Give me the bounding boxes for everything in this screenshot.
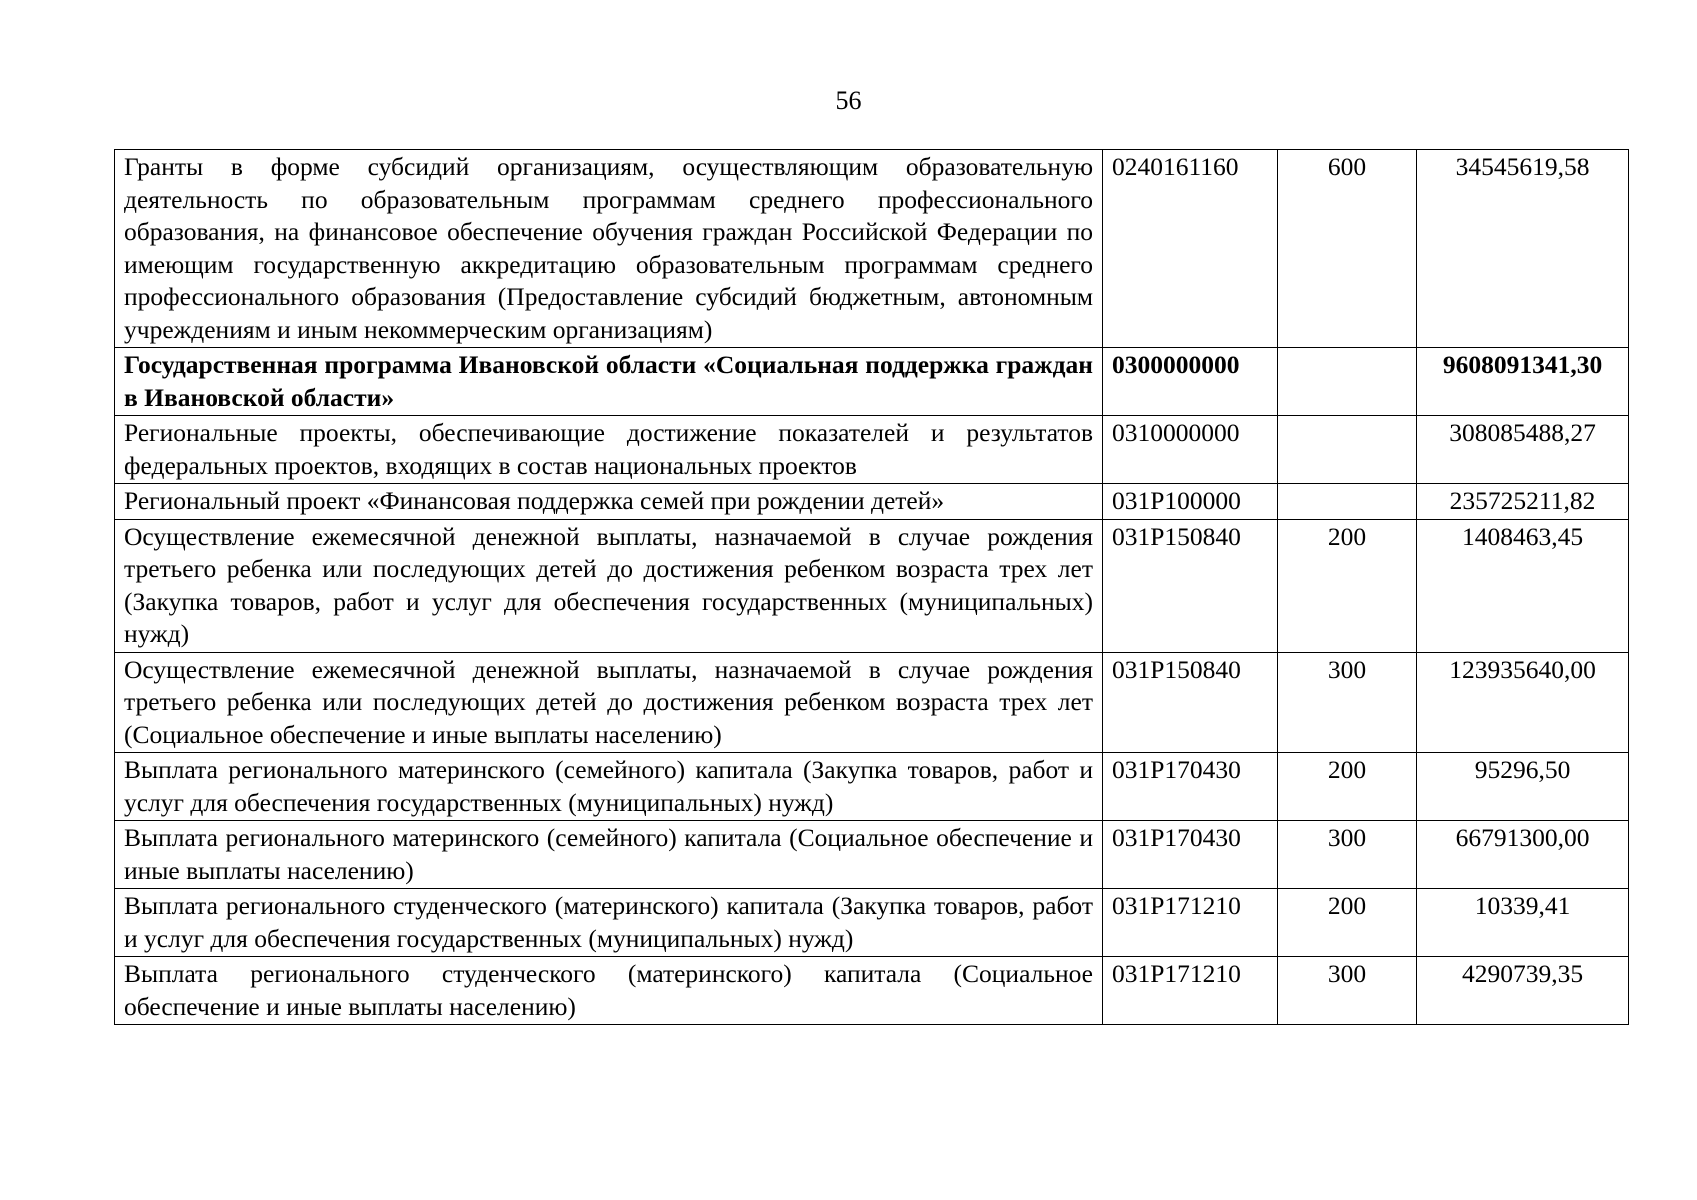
- row-name: Осуществление ежемесячной денежной выплаты, назначаемой в случае рождения третьего ребенка или последующих детей до достижения ребенком возраста трех лет (Социальное обеспечение и иные выплаты населению): [115, 652, 1103, 753]
- row-code: 0310000000: [1103, 416, 1278, 484]
- row-code: 031Р171210: [1103, 889, 1278, 957]
- row-code: 0300000000: [1103, 348, 1278, 416]
- table-row: [115, 652, 1629, 753]
- table-row: [115, 821, 1629, 889]
- table-row: [115, 484, 1629, 520]
- row-code: 031Р150840: [1103, 519, 1278, 652]
- row-expense-type: 300: [1278, 821, 1417, 889]
- row-expense-type: [1278, 348, 1417, 416]
- table-row: [115, 416, 1629, 484]
- table-row: [115, 957, 1629, 1025]
- row-sum: 123935640,00: [1417, 652, 1629, 753]
- row-expense-type: 200: [1278, 753, 1417, 821]
- page-number: 56: [835, 86, 862, 115]
- row-sum: 235725211,82: [1417, 484, 1629, 520]
- row-code: 031Р170430: [1103, 753, 1278, 821]
- table-row: [115, 753, 1629, 821]
- row-expense-type: 300: [1278, 957, 1417, 1025]
- row-name: Государственная программа Ивановской области «Социальная поддержка граждан в Ивановской области»: [115, 348, 1103, 416]
- row-sum: 66791300,00: [1417, 821, 1629, 889]
- row-name: Выплата регионального материнского (семейного) капитала (Закупка товаров, работ и услуг для обеспечения государственных (муниципальных) нужд): [115, 753, 1103, 821]
- table-row: [115, 348, 1629, 416]
- row-name: Выплата регионального студенческого (материнского) капитала (Социальное обеспечение и иные выплаты населению): [115, 957, 1103, 1025]
- row-expense-type: [1278, 416, 1417, 484]
- row-expense-type: 600: [1278, 150, 1417, 348]
- row-code: 031Р170430: [1103, 821, 1278, 889]
- row-expense-type: 200: [1278, 889, 1417, 957]
- row-name: Выплата регионального студенческого (материнского) капитала (Закупка товаров, работ и услуг для обеспечения государственных (муниципальных) нужд): [115, 889, 1103, 957]
- row-code: 031Р171210: [1103, 957, 1278, 1025]
- table-row: [115, 889, 1629, 957]
- row-name: Выплата регионального материнского (семейного) капитала (Социальное обеспечение и иные выплаты населению): [115, 821, 1103, 889]
- row-name: Гранты в форме субсидий организациям, осуществляющим образовательную деятельность по образовательным программам среднего профессионального образования, на финансовое обеспечение обучения граждан Российской Федерации по имеющим государственную аккредитацию образовательным программам среднего профессионального образования (Предоставление субсидий бюджетным, автономным учреждениям и иным некоммерческим организациям): [115, 150, 1103, 348]
- row-sum: 9608091341,30: [1417, 348, 1629, 416]
- row-code: 031Р150840: [1103, 652, 1278, 753]
- row-expense-type: [1278, 484, 1417, 520]
- budget-table: [114, 149, 1629, 1025]
- row-sum: 10339,41: [1417, 889, 1629, 957]
- row-code: 0240161160: [1103, 150, 1278, 348]
- table-row: [115, 519, 1629, 652]
- row-code: 031Р100000: [1103, 484, 1278, 520]
- row-expense-type: 300: [1278, 652, 1417, 753]
- table-row: [115, 150, 1629, 348]
- row-sum: 4290739,35: [1417, 957, 1629, 1025]
- row-sum: 34545619,58: [1417, 150, 1629, 348]
- row-name: Региональные проекты, обеспечивающие достижение показателей и результатов федеральных проектов, входящих в состав национальных проектов: [115, 416, 1103, 484]
- row-expense-type: 200: [1278, 519, 1417, 652]
- row-sum: 308085488,27: [1417, 416, 1629, 484]
- row-name: Региональный проект «Финансовая поддержка семей при рождении детей»: [115, 484, 1103, 520]
- row-sum: 95296,50: [1417, 753, 1629, 821]
- row-name: Осуществление ежемесячной денежной выплаты, назначаемой в случае рождения третьего ребенка или последующих детей до достижения ребенком возраста трех лет (Закупка товаров, работ и услуг для обеспечения государственных (муниципальных) нужд): [115, 519, 1103, 652]
- row-sum: 1408463,45: [1417, 519, 1629, 652]
